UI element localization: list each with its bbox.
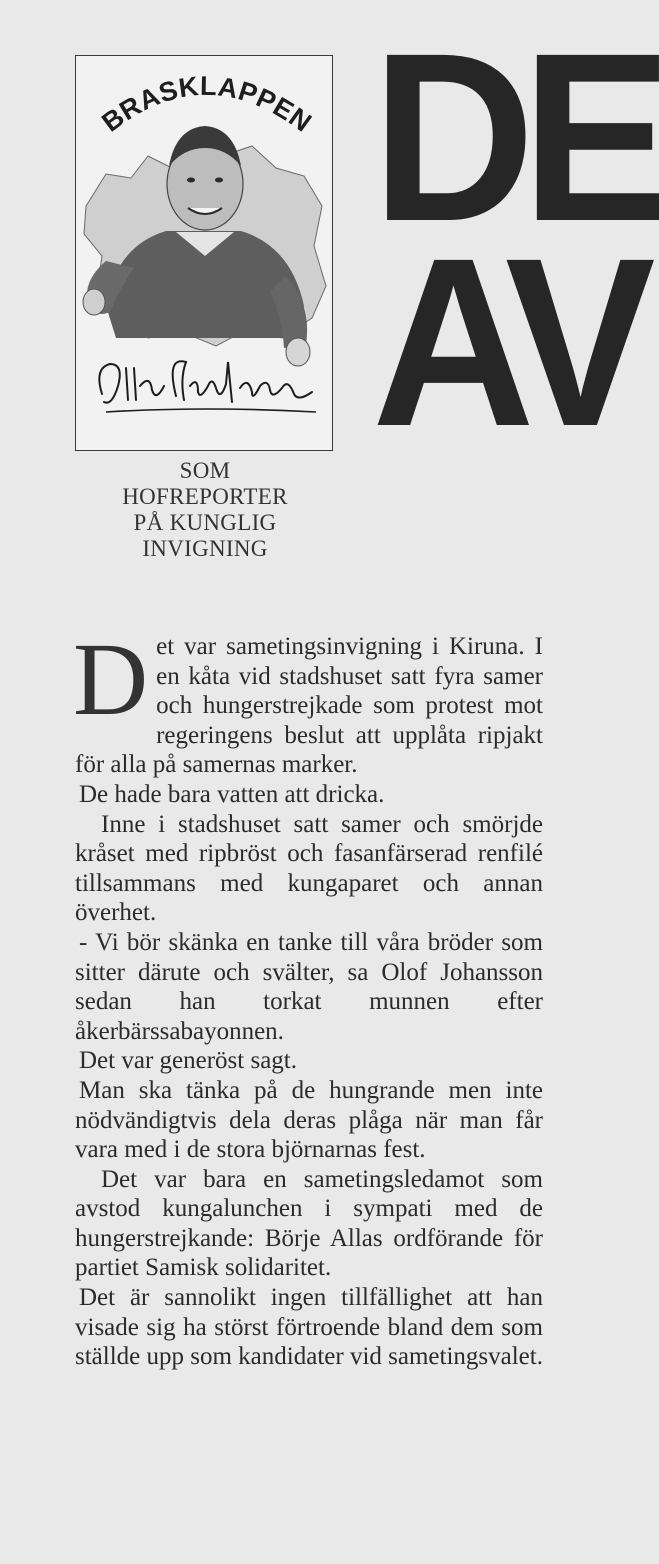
headline [372, 3, 659, 476]
logo-title: BRASKLAPPEN [96, 70, 318, 138]
brasklappen-logo [75, 55, 333, 451]
dropcap: D [73, 622, 149, 737]
headline-line-2: AV [372, 208, 643, 476]
caption-line: SOM [179, 458, 231, 483]
caption-line: PÅ KUNGLIG [133, 510, 277, 535]
columnist-portrait [76, 56, 334, 452]
headline-line-1: DE [372, 3, 659, 271]
article-body [73, 622, 543, 1372]
caption [60, 458, 350, 562]
caption-line: INVIGNING [142, 536, 268, 561]
article-paragraph: - Vi bör skänka en tanke till våra bröder som sitter därute och svälter, sa Olof Johansson sedan han torkat munnen efter åkerbärssabayonnen. [75, 928, 543, 1045]
article-paragraph: Det var bara en sametingsledamot som avstod kungalunchen i sympati med de hungerstrejkande: Börje Allas ordförande för partiet Samisk solidaritet. [75, 1165, 543, 1282]
article-paragraph: Det är sannolikt ingen tillfällighet att han visade sig ha störst förtroende bland dem som ställde upp som kandidater vid sametingsvalet. [75, 1284, 543, 1371]
article-paragraph: De hade bara vatten att dricka. [79, 780, 385, 808]
caption-line: HOFREPORTER [122, 484, 288, 509]
article-paragraph [73, 622, 543, 780]
article-paragraph: Man ska tänka på de hungrande men inte nödvändigtvis dela deras plåga när man får vara med i de stora björnarnas fest. [75, 1076, 543, 1164]
paragraph-text: et var sametingsinvigning i Kiruna. I en kåta vid stadshuset satt fyra samer och hungerstrejkade som protest mot regeringens beslut att upplåta ripjakt för alla på samernas marker. [75, 633, 543, 779]
signature: Olle Andersson [205, 446, 212, 447]
article-paragraph: Det var generöst sagt. [79, 1047, 297, 1075]
article-paragraph: Inne i stadshuset satt samer och smörjde kråset med ripbröst och fasanfärserad renfilé tillsammans med kungaparet och annan överhet. [75, 810, 543, 927]
